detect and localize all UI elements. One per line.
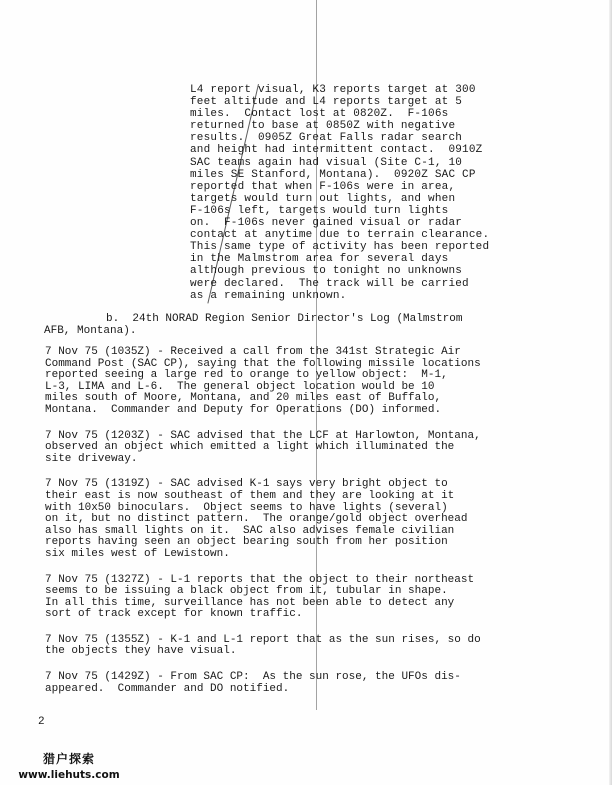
paragraph-line: targets would turn out lights, and when [190,192,456,205]
paragraph-line: L4 report visual, K3 reports target at 300 [190,84,476,96]
log-entry-line: six miles west of Lewistown. [45,547,230,560]
log-entry [45,635,535,658]
subsection-b-line-2: AFB, Montana). [44,325,137,338]
log-entry [45,431,535,466]
log-entry-line: on it, but no distinct pattern. The orange/gold object overhead [45,513,468,526]
log-entry [45,479,535,560]
log-entry [45,347,535,417]
log-entry-line: their east is now southeast of them and they are looking at it [45,489,455,502]
paragraph-line: miles SE Stanford, Montana). 0920Z SAC CP [190,168,476,181]
paragraph-line: reported that when F-106s were in area, [190,180,456,193]
log-entry-line: 7 Nov 75 (1035Z) - Received a call from the 341st Strategic Air [45,346,461,358]
paragraph-line: and height had intermittent contact. 0910Z [190,144,483,157]
log-entry-line: also has small lights on it. SAC also advises female civilian [45,524,455,537]
log-entry-line: miles south of Moore, Montana, and 20 miles east of Buffalo, [45,392,442,405]
watermark-site-name: 猎户探索 [42,752,95,766]
paragraph-line: contact at anytime due to terrain clearance. [190,229,490,242]
log-entry-line: 7 Nov 75 (1327Z) - L-1 reports that the object to their northeast [45,573,475,586]
paragraph-line: returned to base at 0850Z with negative [190,120,456,133]
paragraph-line: miles. Contact lost at 0820Z. F-106s [190,108,449,121]
paragraph-line: were declared. The track will be carried [190,277,469,290]
log-entry-line: Command Post (SAC CP), saying that the following missile locations [45,357,481,370]
paragraph-line: SAC teams again had visual (Site C-1, 10 [190,156,463,169]
log-entry-line: In all this time, surveillance has not been able to detect any [45,596,455,609]
log-entry-line: the objects they have visual. [45,645,237,658]
log-entry-line: appeared. Commander and DO notified. [45,682,290,695]
subsection-b-line-1: b. 24th NORAD Region Senior Director's Log (Malmstrom [106,313,463,325]
log-entry-line: observed an object which emitted a light which illuminated the [45,441,455,454]
log-entry-line: L-3, LIMA and L-6. The general object location would be 10 [45,380,435,393]
log-entry-line: 7 Nov 75 (1429Z) - From SAC CP: As the sun rose, the UFOs dis- [45,671,461,684]
paragraph-line: as a remaining unknown. [190,289,347,302]
log-entry-line: sort of track except for known traffic. [45,608,303,621]
log-entry-line: seems to be issuing a black object from it, tubular in shape. [45,585,448,598]
paragraph-line: on. F-106s never gained visual or radar [190,217,463,230]
log-entry-line: 7 Nov 75 (1319Z) - SAC advised K-1 says very bright object to [45,478,448,491]
watermark-url: www.liehuts.com [18,769,120,781]
log-entry-line: with 10x50 binoculars. Object seems to have lights (several) [45,501,448,514]
paragraph-line: This same type of activity has been reported [190,241,490,254]
subsection-b-heading [44,313,544,337]
paragraph-line: in the Malmstrom area for several days [190,253,449,266]
log-entry-line: reported seeing a large red to orange to yellow object: M-1, [45,369,448,382]
log-entry-line: reports having seen an object bearing south from her position [45,536,448,549]
paragraph-line: although previous to tonight no unknowns [190,265,463,278]
page-number: 2 [38,716,45,728]
continued-paragraph [190,84,520,302]
paragraph-line: results. 0905Z Great Falls radar search [190,132,463,145]
paragraph-line: F-106s left, targets would turn lights [190,204,449,217]
log-entry [45,672,535,695]
log-entries [45,347,535,709]
log-entry [45,575,535,621]
paragraph-line: feet altitude and L4 reports target at 5 [190,96,463,109]
log-entry-line: 7 Nov 75 (1355Z) - K-1 and L-1 report that as the sun rises, so do [45,633,481,646]
log-entry-line: Montana. Commander and Deputy for Operations (DO) informed. [45,403,442,416]
log-entry-line: site driveway. [45,452,138,465]
watermark-logo [18,750,120,781]
log-entry-line: 7 Nov 75 (1203Z) - SAC advised that the LCF at Harlowton, Montana, [45,429,481,442]
